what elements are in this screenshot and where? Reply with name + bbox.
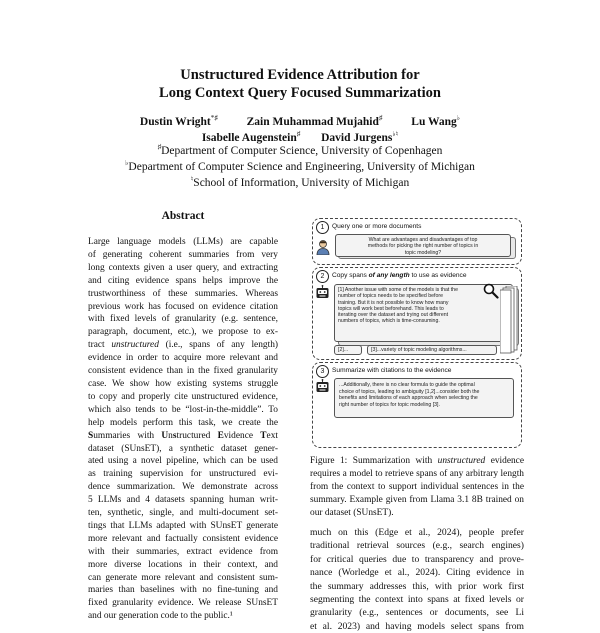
- author-name: David Jurgens: [321, 132, 393, 144]
- step-number: 3: [316, 365, 329, 378]
- text-line: ated using a novel pipeline, which can be used: [88, 456, 278, 467]
- evidence-line: numbers of topics, which is time-consuming.: [338, 318, 440, 325]
- evidence-ref-card: [334, 345, 362, 355]
- text-line: and citing evidence spans helps improve the: [88, 275, 278, 286]
- robot-icon: [315, 379, 330, 399]
- author-name: Lu Wang: [411, 116, 457, 128]
- summary-line: right number of topics for topic modeling [3].: [339, 401, 440, 408]
- paper-title: [0, 66, 600, 102]
- author-mark: ♭♮: [392, 130, 399, 139]
- author-list: [0, 114, 600, 146]
- text-line: granularity (e.g., sentences or documents, see Li: [310, 607, 524, 619]
- text-line: Summaries with Unstructured Evidence Text: [88, 430, 278, 441]
- figure-1: [312, 218, 524, 446]
- text-line: our dataset (SUnsET).: [310, 507, 394, 518]
- author-name: Isabelle Augenstein: [201, 132, 297, 144]
- author-mark: *♯: [210, 114, 218, 123]
- text-line: more relevant and factually consistent evidence: [88, 533, 278, 544]
- text-line: maries than baselines with no fine-tuning and: [88, 585, 278, 596]
- author-mark: ♯: [296, 130, 301, 139]
- affiliation-mark: ♮: [190, 175, 194, 184]
- author-mark: ♭: [456, 114, 461, 123]
- evidence-line: iterating over the dataset and trying out different: [338, 312, 449, 319]
- evidence-ref-card: [367, 345, 497, 355]
- affiliation-text: Department of Computer Science, University of Copenhagen: [161, 145, 443, 157]
- text-line: Figure 1: Summarization with unstructured evidence: [310, 456, 524, 466]
- panel-title-part: to use as evidence: [409, 272, 467, 279]
- text-line: summary. Example given from Llama 3.1 8B trained on: [310, 494, 524, 505]
- panel-title: Query one or more documents: [332, 223, 422, 230]
- text-line: much on this (Edge et al., 2024), people prefer: [310, 527, 524, 538]
- query-line: methods for picking the right number of topics in: [367, 243, 479, 250]
- text-line: ten, synthetic, single, and multi-document set-: [88, 508, 278, 519]
- evidence-line: [1] Another issue with some of the models is that the: [338, 287, 458, 293]
- text-line: nance (Worledge et al., 2024). Citing evidence in: [310, 567, 524, 579]
- summary-line: choice of topics, leading to ambiguity [1,2]...consider both the: [339, 388, 480, 395]
- text-line: evidence in order to acquire more relevant and: [88, 353, 278, 364]
- body-text-right: [310, 526, 524, 633]
- text-line: and our generation code to the public.¹: [88, 611, 233, 622]
- text-line: from the context to support individual sentences in the: [310, 481, 524, 492]
- step-number: 1: [316, 221, 329, 234]
- summary-line: ...Additionally, there is no clear formula to guide the optimal: [339, 382, 475, 388]
- affiliation-text: Department of Computer Science and Engineering, University of Michigan: [128, 161, 475, 173]
- robot-icon: [315, 285, 330, 305]
- affiliation: [0, 175, 600, 191]
- text-line: can generate more relevant and consistent sum-: [88, 572, 278, 583]
- text-line: to copy and properly cite unstructured evidence,: [88, 391, 278, 402]
- panel-title: Summarize with citations to the evidence: [332, 367, 452, 374]
- evidence-line: topics will work best beforehand. This leads to: [338, 305, 444, 312]
- affiliation: [0, 143, 600, 159]
- text-line: tract unstructured (i.e., spans of any length): [88, 340, 278, 351]
- text-line: fixed granularity evidence. We release SUnsET: [88, 598, 278, 609]
- text-line: paragraph, document, etc.), we propose to ex-: [88, 327, 278, 338]
- text-line: with their summaries, extract evidence from: [88, 546, 278, 557]
- author-mark: ♯: [378, 114, 383, 123]
- abstract-heading: Abstract: [161, 210, 205, 222]
- document-stack-icon: [500, 286, 518, 359]
- evidence-line: number of topics needs to be specified before: [338, 293, 443, 300]
- text-line: the summary addresses this, with prior work first: [310, 580, 524, 592]
- affiliation-list: [0, 143, 600, 191]
- text-line: dence summarization. We demonstrate across: [88, 482, 278, 493]
- text-line: trustworthiness of these summaries. Whereas: [88, 288, 278, 299]
- affiliation-mark: ♭: [125, 159, 129, 168]
- text-line: traditional retrieval sources (e.g., search engines): [310, 540, 524, 552]
- text-line: case. We show how existing systems struggle: [88, 378, 278, 389]
- user-avatar-icon: [316, 239, 330, 260]
- figure-caption: [310, 455, 524, 520]
- text-line: previous work has focused on evidence citation: [88, 301, 278, 312]
- text-line: help models perform this task, we create the: [88, 417, 278, 428]
- summary-line: benefits and limitations of each approach when selecting the: [339, 395, 478, 402]
- panel-title-part: Copy spans: [332, 272, 369, 279]
- title-line-1: Unstructured Evidence Attribution for: [180, 67, 420, 83]
- magnifier-icon: [483, 283, 499, 304]
- text-line: requires a model to retrieve spans of any arbitrary length: [310, 468, 524, 479]
- panel-title-emphasis: of any length: [368, 272, 410, 279]
- panel-title: [332, 272, 467, 279]
- text-line: dataset (SUnsET), a synthetic dataset gener-: [88, 443, 278, 454]
- text-line: consistent evidence than in the fixed granularity: [88, 366, 278, 377]
- evidence-ref: [2]...: [338, 347, 349, 353]
- query-card: [335, 234, 511, 257]
- evidence-ref: [3]...variety of topic modeling algorithms...: [371, 347, 467, 353]
- affiliation-mark: ♯: [157, 143, 162, 152]
- text-line: segmenting the context into spans at fixed levels or: [310, 594, 524, 606]
- step-number: 2: [316, 270, 329, 283]
- text-line: for critical queries due to transparency and prove-: [310, 553, 524, 565]
- text-line: 5 LLMs and 4 datasets spanning human writ-: [88, 495, 278, 506]
- abstract-body: [88, 236, 278, 623]
- affiliation: [0, 159, 600, 175]
- affiliation-text: School of Information, University of Michigan: [193, 177, 410, 189]
- text-line: with fixed levels of granularity (e.g. sentence,: [88, 314, 278, 325]
- query-line: What are advantages and disadvantages of top: [368, 237, 478, 243]
- text-line: Large language models (LLMs) are capable: [88, 237, 278, 247]
- text-line: more diverse locations in their context, and: [88, 559, 278, 570]
- query-line: topic modeling?: [404, 249, 442, 256]
- text-line: as training supervision for unstructured evi-: [88, 469, 278, 480]
- text-line: which also tends to be “lost-in-the-middle”. To: [88, 404, 278, 415]
- author-name: Dustin Wright: [139, 116, 211, 128]
- text-line: et al. 2023) and having models select spans from: [310, 620, 524, 632]
- text-line: of generating coherent summaries from very: [88, 249, 278, 260]
- author-name: Zain Muhammad Mujahid: [246, 116, 379, 128]
- title-line-2: Long Context Query Focused Summarization: [159, 85, 441, 101]
- text-line: long contexts given a user query, and extracting: [88, 262, 278, 273]
- author-line-1: [0, 114, 600, 130]
- text-line: tings that LLMs adapted with SUnsET generate: [88, 520, 278, 531]
- evidence-line: training. But it is not possible to know how many: [338, 299, 449, 306]
- summary-card: [334, 378, 514, 418]
